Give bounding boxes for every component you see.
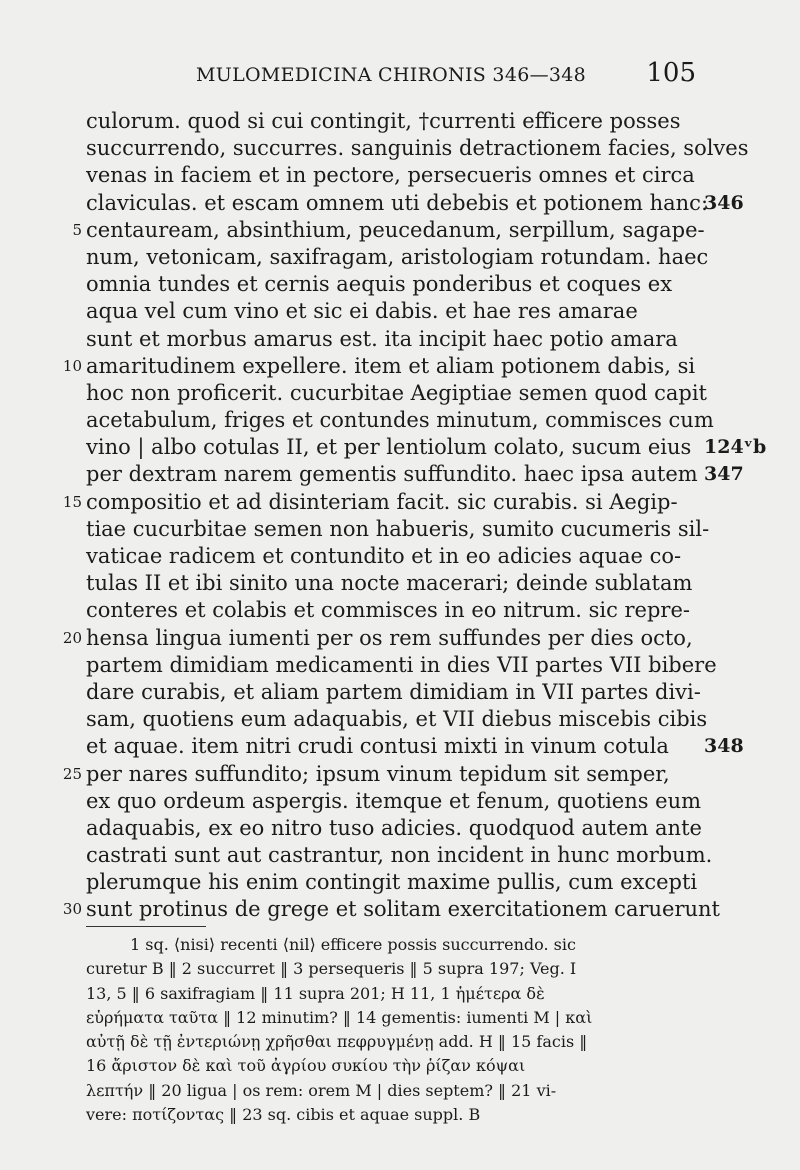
apparatus-line: 16 ἄριστον δὲ καὶ τοῦ ἀγρίου συκίου τὴν ῥίζαν κόψαι — [86, 1056, 526, 1076]
text-line — [86, 597, 698, 624]
line-text: acetabulum, friges et contundes minutum, commisces cum — [86, 408, 714, 433]
line-text: tulas II et ibi sinito una nocte macerari; deinde sublatam — [86, 571, 693, 596]
line-text: venas in faciem et in pectore, persecueris omnes et circa — [86, 163, 695, 188]
line-number: 10 — [62, 356, 82, 375]
line-text: num, vetonicam, saxifragam, aristologiam rotundam. haec — [86, 244, 709, 269]
line-text: ex quo ordeum aspergis. itemque et fenum, quotiens eum — [86, 788, 702, 813]
line-text: dare curabis, et aliam partem dimidiam in VII partes divi- — [86, 679, 701, 704]
text-line — [86, 271, 698, 298]
line-number: 30 — [62, 900, 82, 919]
text-line — [86, 570, 698, 597]
line-text: vaticae radicem et contundito et in eo adicies aquae co- — [86, 544, 682, 568]
line-text: hoc non proficerit. cucurbitae Aegiptiae semen quod capit — [86, 380, 707, 405]
text-line — [86, 461, 744, 488]
line-text: omnia tundes et cernis aequis ponderibus et coques ex — [86, 272, 673, 297]
line-text: compositio et ad disinteriam facit. sic curabis. si Aegip- — [86, 489, 678, 514]
margin-reference: 348 — [704, 735, 744, 758]
text-line — [62, 489, 698, 516]
text-line — [62, 896, 720, 923]
line-text: culorum. quod si cui contingit, †currenti efficere posses — [86, 109, 681, 133]
line-text: aqua vel cum vino et sic ei dabis. et hae res amarae — [86, 299, 638, 324]
text-line — [86, 679, 701, 706]
critical-apparatus — [86, 933, 706, 1127]
text-line — [86, 516, 710, 543]
text-line — [86, 162, 698, 189]
apparatus-line: εὑρήματα ταῦτα ‖ 12 minutim? ‖ 14 gementis: iumenti M | καὶ — [86, 1007, 593, 1027]
apparatus-line: λεπτήν ‖ 20 ligua | os rem: orem M | dies septem? ‖ 21 vi- — [86, 1080, 557, 1100]
line-text: centauream, absinthium, peucedanum, serpillum, sagape- — [86, 217, 705, 242]
text-line — [72, 217, 705, 244]
text-line — [86, 298, 698, 325]
line-number: 15 — [62, 492, 82, 511]
line-text: et aquae. item nitri crudi contusi mixti in vinum cotula — [86, 734, 669, 759]
apparatus-line: 13, 5 ‖ 6 saxifragiam ‖ 11 supra 201; H 11, 1 ἡμέτερα δὲ — [86, 983, 545, 1003]
line-text: adaquabis, ex eo nitro tuso adicies. quodquod autem ante — [86, 815, 702, 840]
line-text: vino | albo cotulas II, et per lentiolum colato, sucum eius — [86, 435, 692, 460]
line-text: claviculas. et escam omnem uti debebis et potionem hanc: — [86, 190, 709, 215]
footnote-rule — [86, 926, 206, 927]
text-line — [86, 135, 749, 162]
text-line — [86, 244, 709, 271]
text-line — [86, 788, 702, 815]
apparatus-line: 1 sq. ⟨nisi⟩ recenti ⟨nil⟩ efficere possis succurrendo. sic — [130, 935, 576, 954]
line-text: tiae cucurbitae semen non habueris, sumito cucumeris sil- — [86, 516, 710, 541]
apparatus-line: vere: ποτίζοντας ‖ 23 sq. cibis et aquae suppl. B — [86, 1105, 481, 1125]
margin-reference: 346 — [704, 191, 744, 214]
running-title: MULOMEDICINA CHIRONIS 346—348 — [196, 64, 587, 86]
apparatus-line: αὐτῇ δὲ τῇ ἐντεριώνῃ χρῆσθαι πεφρυγμένῃ add. H ‖ 15 facis ‖ — [86, 1032, 588, 1052]
text-line — [86, 326, 698, 353]
apparatus-line: curetur B ‖ 2 succurret ‖ 3 persequeris ‖ 5 supra 197; Veg. I — [86, 959, 577, 979]
text-line — [62, 761, 698, 788]
page-number: 105 — [646, 58, 696, 88]
line-text: per dextram narem gementis suffundito. haec ipsa autem — [86, 462, 698, 487]
line-text: plerumque his enim contingit maxime pullis, cum excepti — [86, 870, 698, 895]
line-text: per nares suffundito; ipsum vinum tepidum sit semper, — [86, 761, 670, 786]
text-line — [62, 625, 698, 652]
line-number: 5 — [72, 220, 82, 239]
text-line — [86, 543, 698, 570]
text-line — [62, 353, 698, 380]
line-number: 20 — [62, 628, 82, 647]
text-line — [86, 407, 714, 434]
margin-reference: 347 — [704, 463, 744, 486]
line-text: amaritudinem expellere. item et aliam potionem dabis, si — [86, 353, 696, 378]
line-text: sunt protinus de grege et solitam exercitationem caruerunt — [86, 897, 720, 922]
line-text: succurrendo, succurres. sanguinis detractionem facies, solves — [86, 136, 749, 161]
text-line — [86, 815, 702, 842]
text-line — [86, 434, 767, 461]
margin-reference: 124ᵛb — [704, 436, 767, 459]
line-text: hensa lingua iumenti per os rem suffundes per dies octo, — [86, 625, 693, 650]
text-line — [86, 869, 698, 896]
text-line — [86, 380, 707, 407]
line-text: sam, quotiens eum adaquabis, et VII diebus miscebis cibis — [86, 707, 708, 732]
text-line — [86, 733, 744, 760]
line-text: conteres et colabis et commisces in eo nitrum. sic repre- — [86, 598, 690, 623]
text-line — [86, 108, 698, 135]
line-text: sunt et morbus amarus est. ita incipit haec potio amara — [86, 326, 678, 351]
line-text: castrati sunt aut castrantur, non incident in hunc morbum. — [86, 843, 713, 868]
running-head — [196, 58, 696, 94]
line-text: partem dimidiam medicamenti in dies VII partes VII bibere — [86, 652, 717, 677]
text-line — [86, 706, 708, 733]
text-line — [86, 652, 717, 679]
text-line — [86, 842, 713, 869]
main-text — [62, 108, 767, 924]
text-line — [86, 190, 744, 217]
line-number: 25 — [62, 764, 82, 783]
